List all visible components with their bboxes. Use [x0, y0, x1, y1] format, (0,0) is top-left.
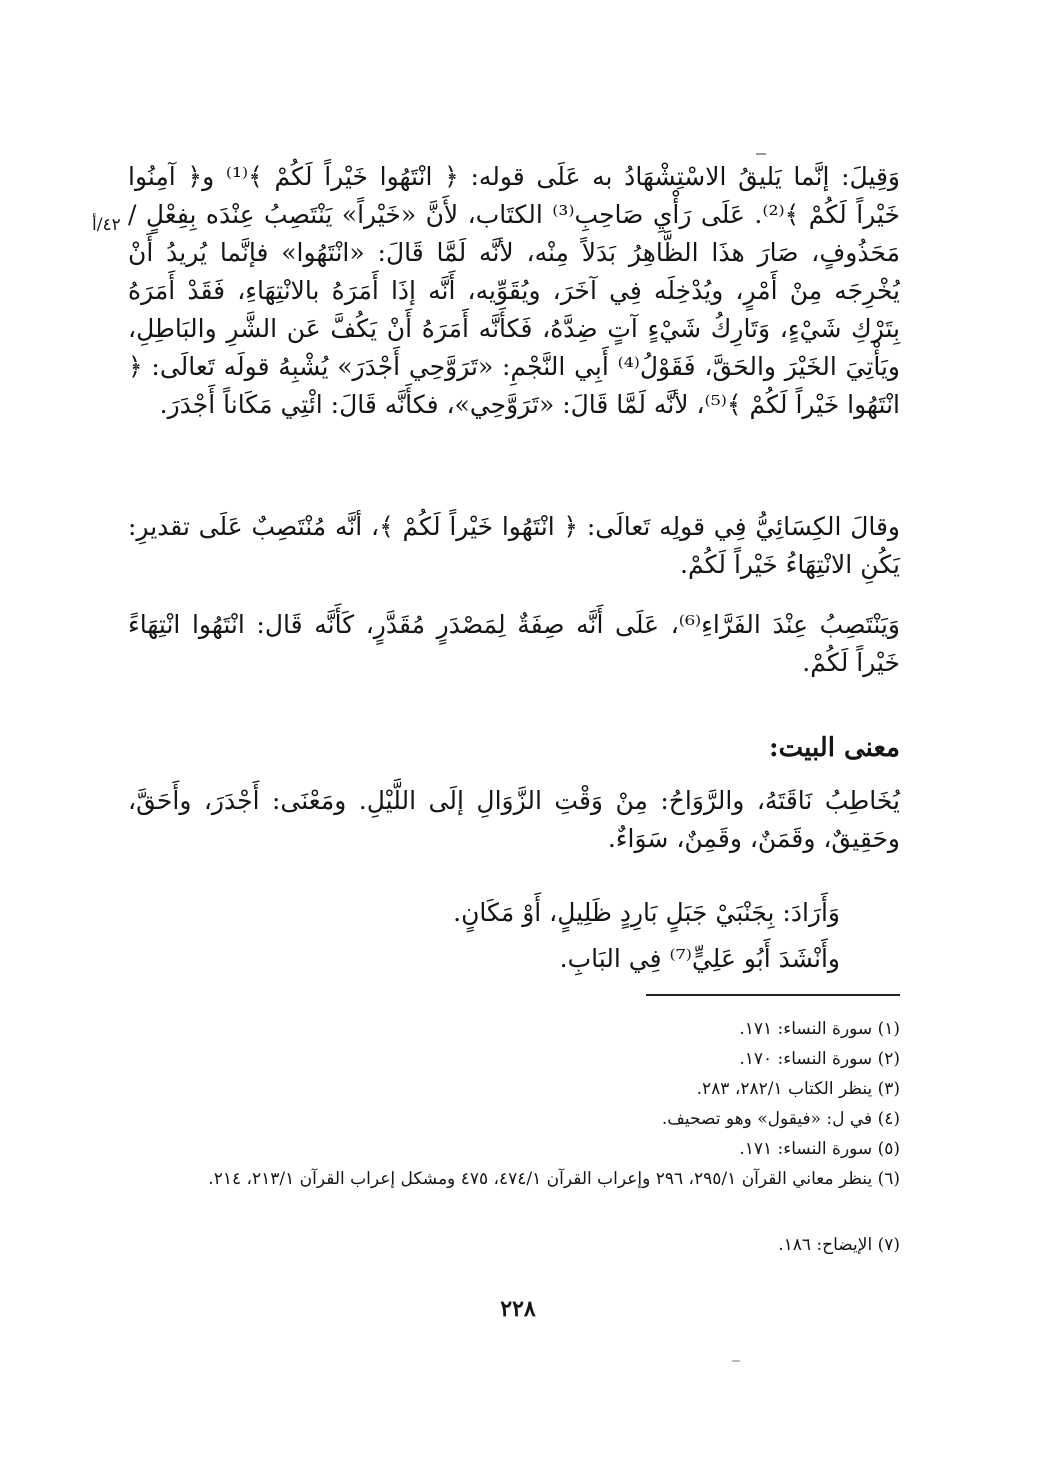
margin-folio-reference: ٤٢/أ — [92, 215, 121, 235]
page-number: ٢٢٨ — [500, 1296, 536, 1322]
indented-line-1: وَأَرَادَ: بِجَنْبَيْ جَبَلٍ بَارِدٍ ظَلِيلٍ، أَوْ مَكَانٍ. — [453, 898, 840, 927]
section-heading: معنى البيت: — [768, 733, 900, 763]
footnote-1: (١) سورة النساء: ١٧١. — [739, 1019, 900, 1039]
footnote-3: (٣) ينظر الكتاب ٢٨٢/١، ٢٨٣. — [696, 1079, 900, 1099]
scan-speck — [756, 153, 766, 155]
scan-speck — [732, 1360, 740, 1362]
footnote-7: (٧) الإيضاح: ١٨٦. — [778, 1235, 900, 1255]
footnote-2: (٢) سورة النساء: ١٧٠. — [739, 1049, 900, 1069]
footnote-divider — [646, 994, 900, 996]
indented-line-2: وأَنْشَدَ أَبُو عَلِيٍّ⁽⁷⁾ فِي البَابِ. — [559, 944, 840, 973]
paragraph-3: وَيَنْتَصِبُ عِنْدَ الفَرَّاءِ⁽⁶⁾، عَلَى أَنَّه صِفَةٌ لِمَصْدَرٍ مُقَدَّرٍ، كَأَنَّه قَال: انْتَهُوا انْتِهَاءً خَيْراً لَكُمْ. — [128, 610, 900, 677]
footnote-6: (٦) ينظر معاني القرآن ٢٩٥/١، ٢٩٦ وإعراب القرآن ٤٧٤/١، ٤٧٥ ومشكل إعراب القرآن ٢١٣/١، ٢١٤. — [208, 1169, 900, 1189]
paragraph-2: وقالَ الكِسَائِيُّ فِي قولِه تَعالَى: ﴿ انْتَهُوا خَيْراً لَكُمْ ﴾، أنَّه مُنْتَصِبٌ عَلَى تقديرِ: يَكُنِ الانْتِهَاءُ خَيْراً لَكُمْ. — [128, 512, 901, 579]
meaning-paragraph: يُخَاطِبُ نَاقَتَهُ، والرَّوَاحُ: مِنْ وَقْتِ الزَّوَالِ إلَى اللَّيْلِ. ومَعْنَى: أَجْدَرَ، وأَحَقَّ، وحَقِيقٌ، وقَمَنٌ، وقَمِنٌ، سَوَاءٌ. — [128, 786, 900, 853]
footnote-4: (٤) في ل: «فيقول» وهو تصحيف. — [661, 1109, 900, 1129]
footnote-5: (٥) سورة النساء: ١٧١. — [739, 1139, 900, 1159]
paragraph-1: وَقِيلَ: إنَّما يَليقُ الاسْتِشْهَادُ به عَلَى قوله: ﴿ انْتَهُوا خَيْراً لَكُمْ ﴾⁽¹⁾ و﴿ آمِنُوا خَيْراً لَكُمْ ﴾⁽²⁾. عَلَى رَأْيِ صَاحِبِ⁽³⁾ الكتَاب، لأَنَّ «خَيْراً» يَنْتَصِبُ عِنْدَه بِفِعْلٍ / مَحَذُوفٍ، صَارَ هذَا الظَّاهِرُ بَدَلاً مِنْه، لأنَّه لَمَّا قَالَ: «انْتَهُوا» فإنَّما يُريدُ أَنْ يُخْرِجَه مِنْ أَمْرٍ، ويُدْخِلَه فِي آخَرَ، ويُقَوِّيه، أَنَّه إذَا أَمَرَهُ بالانْتِهَاءِ، فَقَدْ أَمَرَهُ بِتَرْكِ شَيْءٍ، وَتَارِكُ شَيْءٍ آتٍ ضِدَّهُ، فَكأَنَّه أَمَرَهُ أَنْ يَكُفَّ عَن الشَّرِ والبَاطِلِ، ويَأْتِيَ الخَيْرَ والحَقَّ، فَقَوْلُ⁽⁴⁾ أَبِي النَّجْمِ: «تَرَوَّحِي أَجْدَرَ» يُشْبِهُ قولَه تَعالَى: ﴿ انْتَهُوا خَيْراً لَكُمْ ﴾⁽⁵⁾، لأنَّه لَمَّا قَالَ: «تَرَوَّحِي»، فكأَنَّه قَالَ: ائْتِي مَكَاناً أَجْدَرَ. — [128, 162, 901, 419]
